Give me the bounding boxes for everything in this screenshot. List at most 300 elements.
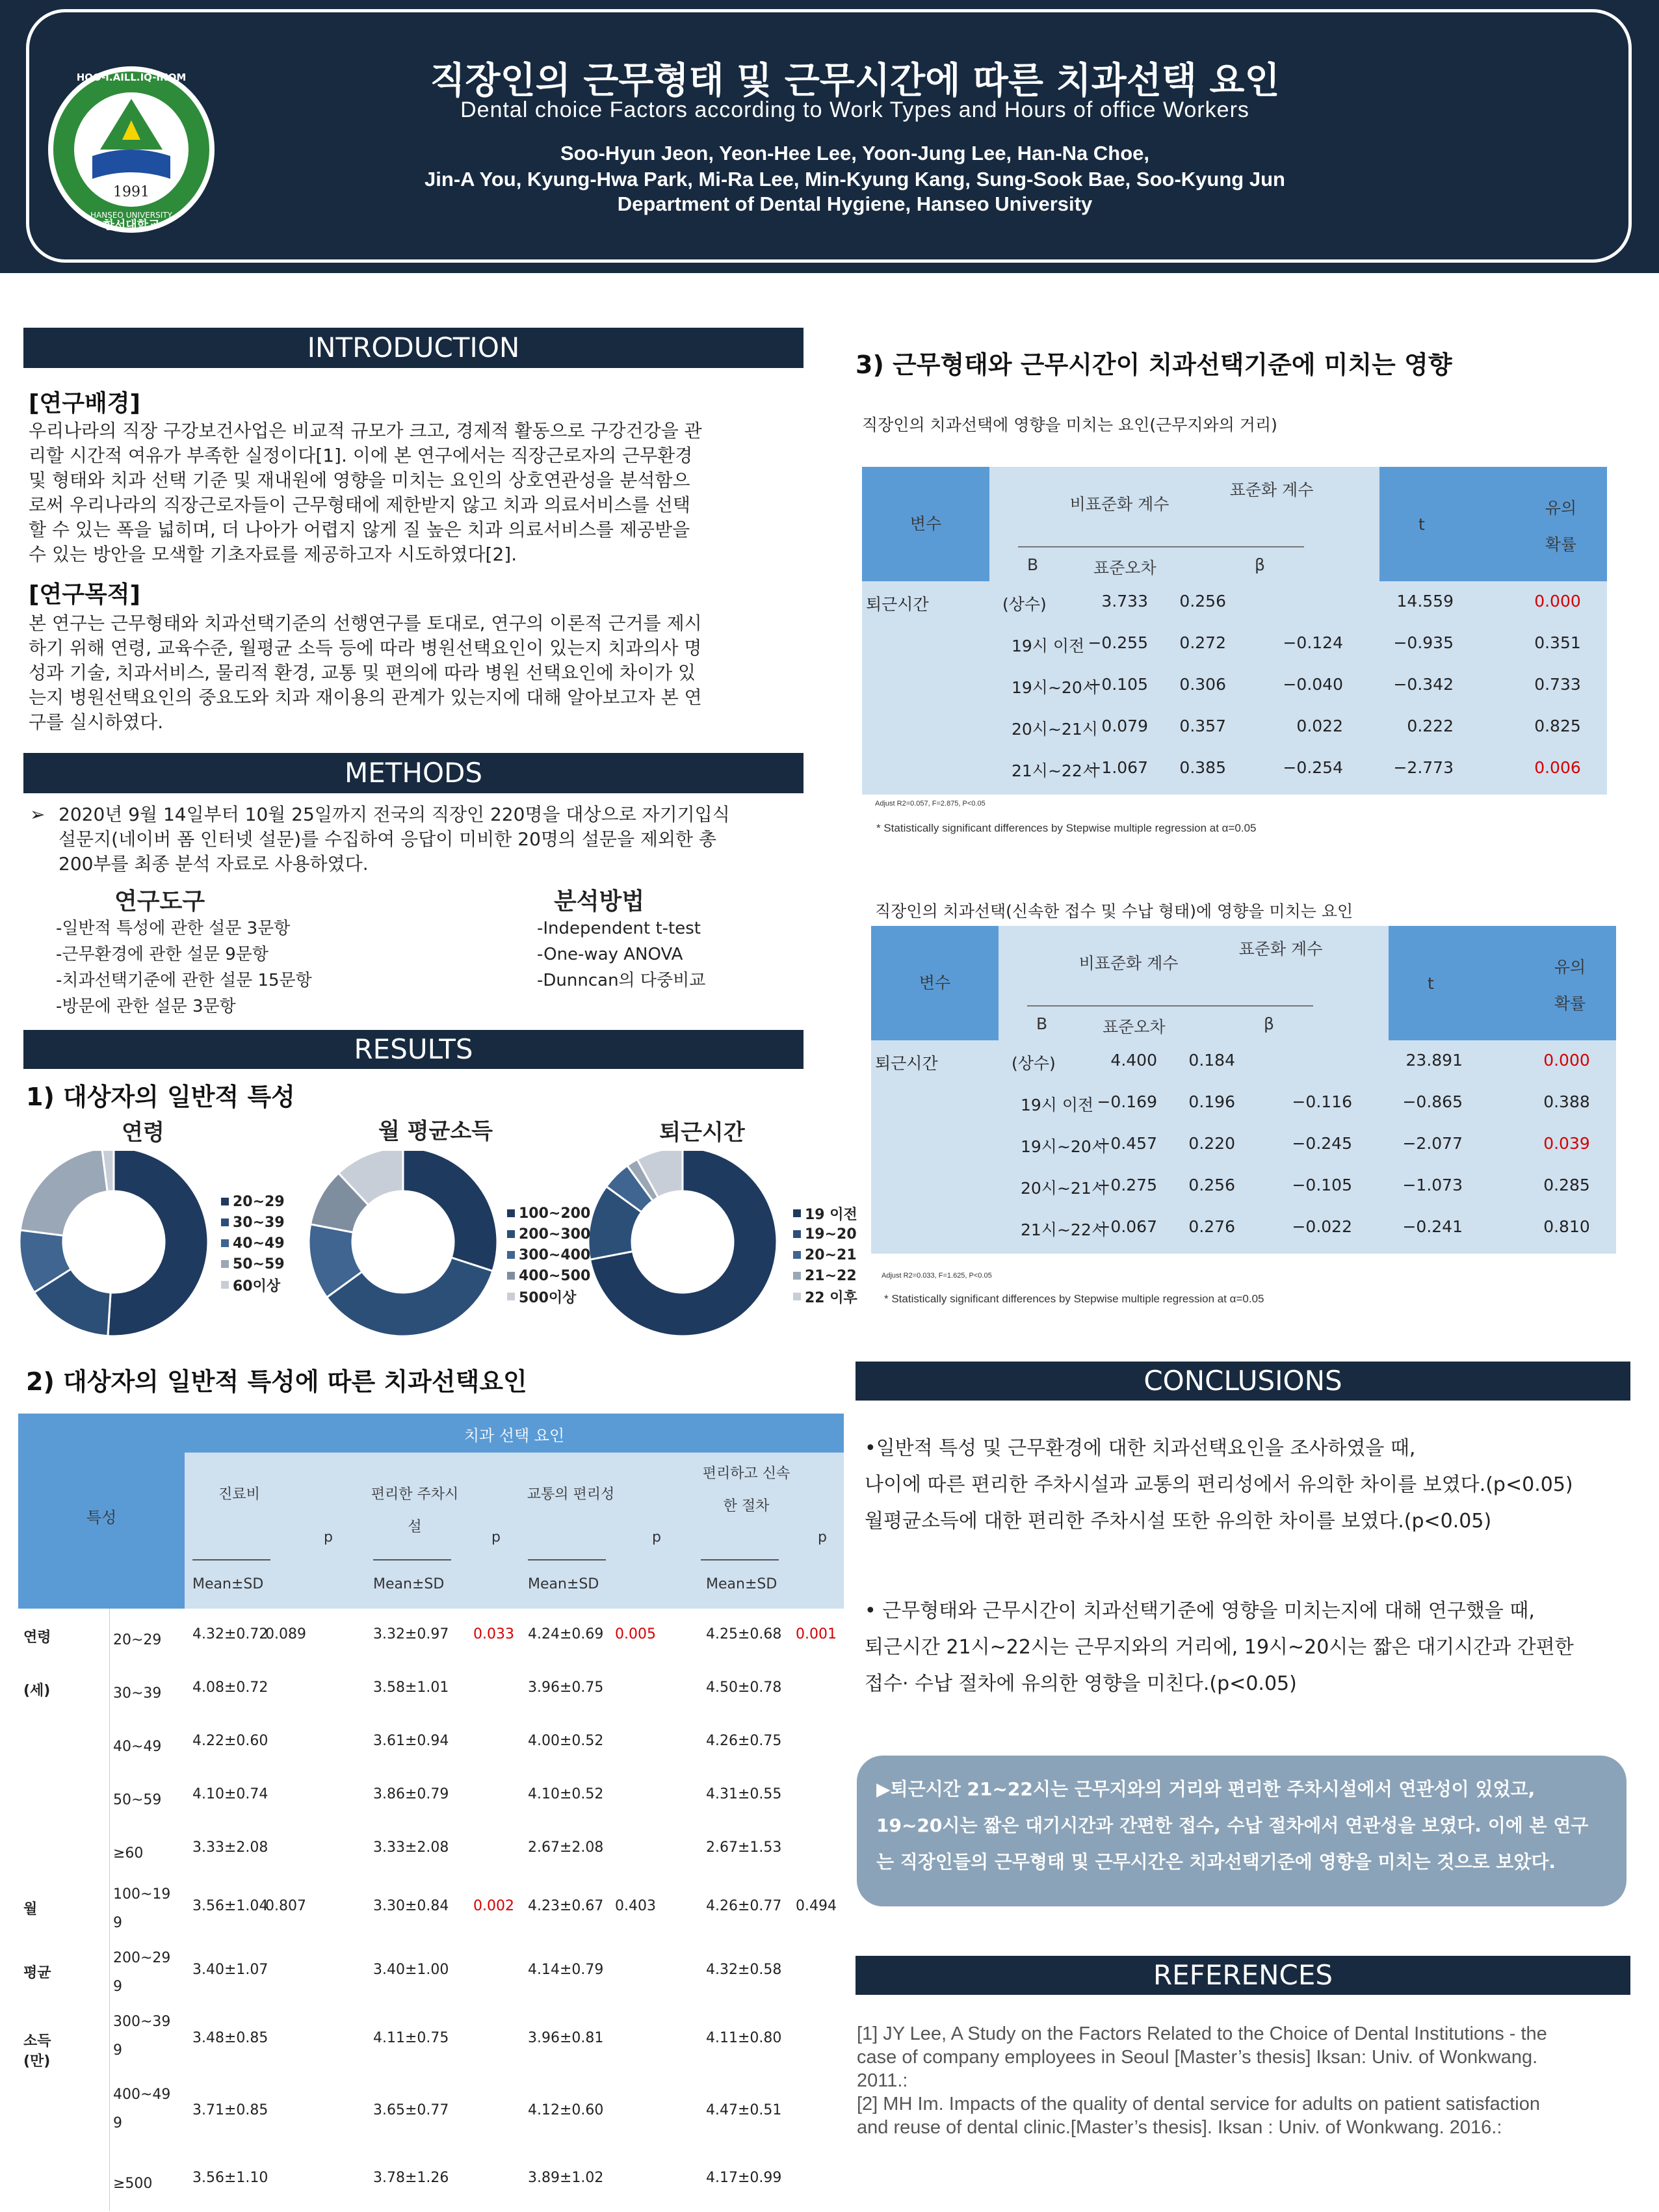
table-row-subgroup: 300~399 <box>113 2014 171 2059</box>
aim-text <box>29 611 796 735</box>
legend-label: 20~29 <box>233 1193 285 1210</box>
reg-cell: −2.077 <box>1402 1134 1463 1153</box>
legend-entry <box>793 1203 857 1224</box>
reg-cell: 0.357 <box>1179 717 1226 735</box>
table-cell-mean: 3.96±0.81 <box>528 2030 604 2046</box>
reg-row-group: 퇴근시간 <box>866 595 929 614</box>
reg-cell: 0.810 <box>1543 1217 1590 1236</box>
reg-cell: −0.105 <box>1292 1176 1352 1194</box>
reference-1 <box>857 2022 1547 2092</box>
reg-cell: 0.220 <box>1188 1134 1235 1153</box>
regression-2-note: Adjust R2=0.033, F=1.625, P<0.05 <box>882 1272 992 1280</box>
analysis-item-line: -One-way ANOVA <box>537 945 683 964</box>
legend-swatch <box>507 1272 515 1280</box>
reg-cell: 0.022 <box>1296 717 1343 735</box>
header-frame <box>26 9 1632 263</box>
reg-cell: −0.067 <box>1097 1217 1157 1236</box>
donut-slice-50~59 <box>20 1151 107 1235</box>
table-p-header: p <box>818 1529 827 1546</box>
table-row-subgroup: ≥500 <box>113 2176 153 2192</box>
regression-1-significance: * Statistically significant differences by Stepwise multiple regression at α=0.05 <box>876 822 1257 834</box>
reg-cell: 20시~21시 <box>1021 1179 1107 1198</box>
characteristics-table <box>18 1414 844 2212</box>
table-cell-mean: 3.48±0.85 <box>192 2030 268 2046</box>
legend-label: 19~20 <box>805 1226 857 1243</box>
legend-entry <box>793 1244 857 1265</box>
chart-2-title: 월 평균소득 <box>378 1118 493 1144</box>
reg-cell: −0.040 <box>1283 675 1343 694</box>
legend-swatch <box>793 1251 801 1259</box>
svg-text:HOO-I.AILL.IQ-INOM: HOO-I.AILL.IQ-INOM <box>76 72 187 83</box>
legend-swatch <box>507 1251 515 1259</box>
regression-1-note: Adjust R2=0.057, F=2.875, P<0.05 <box>875 800 986 808</box>
chart-1-title: 연령 <box>122 1120 164 1146</box>
poster-title-korean: 직장인의 근무형태 및 근무시간에 따른 치과선택 요인 <box>430 60 1280 102</box>
results-bar: RESULTS <box>23 1030 803 1069</box>
reg-cell: 0.196 <box>1188 1092 1235 1111</box>
reg-cell: 4.400 <box>1110 1051 1157 1070</box>
table-group-header: 치과 선택 요인 <box>464 1427 565 1445</box>
legend-swatch <box>221 1260 229 1268</box>
reg-header-unstd: 비표준화 계수 <box>1069 495 1169 514</box>
tools-list <box>56 915 312 1020</box>
conclusion-1-line: •일반적 특성 및 근무환경에 대한 치과선택요인을 조사하였을 때, <box>865 1437 1416 1460</box>
table-cell-p: 0.002 <box>473 1898 514 1914</box>
table-cell-mean: 4.11±0.80 <box>706 2030 782 2046</box>
reference-2-line: [2] MH Im. Impacts of the quality of dental service for adults on patient satisfaction <box>857 2094 1540 2114</box>
table-cell-p: 0.033 <box>473 1626 514 1642</box>
table-cell-p: 0.089 <box>265 1626 306 1642</box>
table-row-subgroup: 400~499 <box>113 2087 171 2131</box>
legend-swatch <box>507 1209 515 1217</box>
summary-box <box>857 1756 1626 1906</box>
table-cell-p: 0.807 <box>265 1898 306 1914</box>
reg-header-var: 변수 <box>909 514 942 533</box>
conclusion-2-line: 접수· 수납 절차에 유의한 영향을 미친다.(p<0.05) <box>865 1672 1297 1695</box>
legend-label: 200~300 <box>519 1226 591 1243</box>
table-cell-mean: 3.56±1.10 <box>192 2170 268 2186</box>
reg-cell: 0.276 <box>1188 1217 1235 1236</box>
legend-swatch <box>221 1198 229 1205</box>
background-text-line: 수 있는 방안을 모색할 기초자료를 제공하고자 시도하였다[2]. <box>29 544 517 565</box>
table-cell-mean: 4.22±0.60 <box>192 1733 268 1749</box>
reg-cell: 0.039 <box>1543 1134 1590 1153</box>
table-row-subgroup: 30~39 <box>113 1685 162 1702</box>
analysis-list <box>537 915 705 994</box>
reg-cell: −0.935 <box>1393 633 1454 652</box>
methods-text-line: 2020년 9월 14일부터 10월 25일까지 전국의 직장인 220명을 대상으로 자기기입식 <box>59 804 730 825</box>
reg-cell: 14.559 <box>1396 592 1454 611</box>
tools-heading: 연구도구 <box>114 888 205 915</box>
reg-cell: 0.385 <box>1179 758 1226 777</box>
table-cell-mean: 4.08±0.72 <box>192 1679 268 1696</box>
reg-header-rule <box>1027 1005 1313 1007</box>
svg-text:한서대학교: 한서대학교 <box>103 218 160 232</box>
table-p-header: p <box>324 1529 333 1546</box>
background-heading: [연구배경] <box>29 390 141 417</box>
reg-cell: 0.256 <box>1179 592 1226 611</box>
poster-title-english: Dental choice Factors according to Work Types and Hours of office Workers <box>460 98 1249 122</box>
reg-header-var: 변수 <box>919 973 951 992</box>
reg-cell: 0.733 <box>1534 675 1581 694</box>
legend-entry <box>221 1233 285 1254</box>
reg-header-b: B <box>1027 555 1039 574</box>
aim-text-line: 는지 병원선택요인의 중요도와 치과 재이용의 관계가 있는지에 대해 알아보고자 본 연 <box>29 687 702 708</box>
table-cell-mean: 4.26±0.77 <box>706 1898 782 1914</box>
table-cell-mean: 4.00±0.52 <box>528 1733 604 1749</box>
reg-header-sig: 유의확률 <box>1554 958 1586 1013</box>
regression-1-caption: 직장인의 치과선택에 영향을 미치는 요인(근무지와의 거리) <box>862 415 1277 434</box>
table-p-header: p <box>491 1529 501 1546</box>
table-feature-header: 특성 <box>86 1508 117 1527</box>
reg-cell: 20시~21시 <box>1012 720 1098 739</box>
donut-slice-20~29 <box>108 1151 208 1336</box>
table-cell-mean: 3.30±0.84 <box>373 1898 449 1914</box>
legend-age <box>221 1191 285 1295</box>
reg-cell: 19시~20시 <box>1012 678 1098 697</box>
table-cell-mean: 3.33±2.08 <box>192 1839 268 1856</box>
reg-cell: 23.891 <box>1405 1051 1463 1070</box>
summary-box-line: 19~20시는 짧은 대기시간과 간편한 접수, 수납 절차에서 연관성을 보였다. 이에 본 연구 <box>876 1815 1589 1836</box>
reg-cell: −0.105 <box>1088 675 1148 694</box>
table-row <box>18 1769 844 1822</box>
legend-swatch <box>221 1218 229 1226</box>
table-header-rule <box>701 1559 779 1560</box>
tools-item-line: -방문에 관한 설문 3문항 <box>56 997 236 1016</box>
reg-header-sig: 유의확률 <box>1545 499 1577 554</box>
analysis-heading: 분석방법 <box>554 888 645 915</box>
department: Department of Dental Hygiene, Hanseo University <box>617 192 1093 215</box>
conclusion-1-line: 나이에 따른 편리한 주차시설과 교통의 편리성에서 유의한 차이를 보였다.(p<0.05) <box>865 1473 1573 1496</box>
reg-cell: 0.825 <box>1534 717 1581 735</box>
table-cell-mean: 4.32±0.72 <box>192 1626 268 1642</box>
table-row <box>18 2147 844 2211</box>
table-row-subgroup: 20~29 <box>113 1632 162 1648</box>
university-logo-icon <box>46 59 218 241</box>
table-cell-mean: 4.32±0.58 <box>706 1962 782 1978</box>
legend-entry <box>507 1244 590 1265</box>
reg-cell: 0.006 <box>1534 758 1581 777</box>
summary-box-line: ▶퇴근시간 21~22시는 근무지와의 거리와 편리한 주차시설에서 연관성이 있었고, <box>876 1778 1535 1800</box>
results-section-3-heading: 3) 근무형태와 근무시간이 치과선택기준에 미치는 영향 <box>856 350 1452 379</box>
legend-swatch <box>793 1293 801 1300</box>
legend-leave-time <box>793 1203 857 1307</box>
background-text-line: 우리나라의 직장 구강보건사업은 비교적 규모가 크고, 경제적 활동으로 구강건강을 관 <box>29 420 702 441</box>
legend-swatch <box>507 1293 515 1300</box>
analysis-item-line: -Dunncan의 다중비교 <box>537 971 706 990</box>
reg-cell: 0.184 <box>1188 1051 1235 1070</box>
results-section-1-heading: 1) 대상자의 일반적 특성 <box>26 1083 295 1111</box>
reg-cell: −0.865 <box>1402 1092 1463 1111</box>
table-cell-mean: 3.96±0.75 <box>528 1679 604 1696</box>
reg-cell: −1.073 <box>1402 1176 1463 1194</box>
donut-chart-income <box>296 1151 523 1352</box>
legend-label: 22 이후 <box>805 1289 857 1306</box>
table-header-rule <box>528 1559 606 1560</box>
legend-swatch <box>793 1209 801 1217</box>
reference-1-line: [1] JY Lee, A Study on the Factors Related to the Choice of Dental Institutions - the <box>857 2023 1547 2044</box>
table-header-rule <box>192 1559 270 1560</box>
tools-item-line: -일반적 특성에 관한 설문 3문항 <box>56 919 291 938</box>
reg-cell: 21시~22시 <box>1012 761 1098 780</box>
reg-cell: −0.342 <box>1393 675 1454 694</box>
regression-table-2 <box>871 926 1616 1264</box>
svg-text:HANSEO UNIVERSITY: HANSEO UNIVERSITY <box>90 211 172 220</box>
table-row-group: (세) <box>23 1683 51 1699</box>
table-column-4: 편리하고 신속한 절차 <box>702 1466 790 1514</box>
methods-text-line: 200부를 최종 분석 자료로 사용하였다. <box>59 853 369 875</box>
aim-text-line: 본 연구는 근무형태와 치과선택기준의 선행연구를 토대로, 연구의 이론적 근거를 제시 <box>29 612 702 634</box>
table-cell-mean: 4.23±0.67 <box>528 1898 604 1914</box>
table-cell-mean: 3.40±1.00 <box>373 1962 449 1978</box>
table-cell-mean: 3.71±0.85 <box>192 2102 268 2118</box>
table-divider <box>109 1609 110 2211</box>
table-cell-mean: 3.89±1.02 <box>528 2170 604 2186</box>
reg-header-beta: β <box>1255 555 1265 574</box>
background-text-line: 리할 시간적 여유가 부족한 실정이다[1]. 이에 본 연구에서는 직장근로자의 근무환경 <box>29 445 693 466</box>
reg-header-std: 표준화 계수 <box>1229 481 1314 499</box>
legend-swatch <box>507 1230 515 1238</box>
legend-income <box>507 1203 590 1307</box>
reg-cell: −0.124 <box>1283 633 1343 652</box>
reg-cell: −0.245 <box>1292 1134 1352 1153</box>
background-text-line: 할 수 있는 폭을 넓히며, 더 나아가 어렵지 않게 질 높은 치과 의료서비스를 제공받을 <box>29 519 690 540</box>
reference-1-line: case of company employees in Seoul [Master’s thesis] Iksan: Univ. of Wonkwang. <box>857 2047 1538 2068</box>
summary-box-line: 는 직장인들의 근무형태 및 근무시간은 치과선택기준에 영향을 미치는 것으로 보았다. <box>876 1851 1556 1873</box>
reference-2-line: and reuse of dental clinic.[Master’s thesis]. Iksan : Univ. of Wonkwang. 2016.: <box>857 2117 1502 2138</box>
donut-slice-100~200 <box>403 1151 497 1271</box>
table-cell-mean: 4.50±0.78 <box>706 1679 782 1696</box>
table-cell-mean: 4.26±0.75 <box>706 1733 782 1749</box>
legend-entry <box>507 1265 590 1286</box>
aim-text-line: 구를 실시하였다. <box>29 711 164 733</box>
reg-header-se: 표준오차 <box>1103 1018 1166 1036</box>
table-cell-mean: 4.10±0.52 <box>528 1786 604 1802</box>
table-row <box>18 2075 844 2147</box>
legend-entry <box>221 1254 285 1274</box>
table-cell-mean: 3.61±0.94 <box>373 1733 449 1749</box>
authors-line-1: Soo-Hyun Jeon, Yeon-Hee Lee, Yoon-Jung Lee, Han-Na Choe, <box>560 142 1150 165</box>
reg-cell: 0.000 <box>1543 1051 1590 1070</box>
table-row-subgroup: 100~199 <box>113 1886 171 1931</box>
reg-header-unstd: 비표준화 계수 <box>1078 954 1179 973</box>
table-row <box>18 1875 844 1939</box>
reg-cell: 21시~22시 <box>1021 1220 1107 1239</box>
legend-swatch <box>793 1272 801 1280</box>
table-column-1: 진료비 <box>218 1486 260 1503</box>
legend-label: 50~59 <box>233 1256 285 1272</box>
legend-label: 400~500 <box>519 1267 591 1284</box>
conclusion-paragraph-1 <box>865 1430 1573 1540</box>
reference-2 <box>857 2092 1540 2139</box>
legend-swatch <box>221 1239 229 1247</box>
reg-cell: 0.222 <box>1407 717 1454 735</box>
background-text-line: 및 형태와 치과 선택 기준 및 재내원에 영향을 미치는 요인의 상호연관성을 분석함으 <box>29 469 690 491</box>
legend-label: 300~400 <box>519 1246 591 1263</box>
table-cell-mean: 4.14±0.79 <box>528 1962 604 1978</box>
introduction-bar: INTRODUCTION <box>23 328 803 368</box>
legend-label: 30~39 <box>233 1214 285 1231</box>
reg-cell: 19시 이전 <box>1021 1096 1094 1114</box>
reg-cell: (상수) <box>1002 595 1047 614</box>
legend-label: 500이상 <box>519 1289 577 1306</box>
table-cell-p: 0.403 <box>615 1898 656 1914</box>
header-banner <box>0 0 1659 273</box>
legend-label: 21~22 <box>805 1267 857 1284</box>
legend-label: 100~200 <box>519 1205 591 1222</box>
table-row-group: 평균 <box>23 1965 51 1981</box>
table-p-header: p <box>652 1529 661 1546</box>
table-cell-mean: 3.32±0.97 <box>373 1626 449 1642</box>
reg-body-bg <box>862 581 1607 795</box>
tools-item-line: -근무환경에 관한 설문 9문항 <box>56 945 268 964</box>
table-row-subgroup: ≥60 <box>113 1845 144 1862</box>
table-cell-p: 0.001 <box>796 1626 837 1642</box>
reg-header-t: t <box>1428 974 1434 993</box>
reg-cell: −0.169 <box>1097 1092 1157 1111</box>
table-row <box>18 1822 844 1875</box>
legend-label: 60이상 <box>233 1278 281 1295</box>
table-row <box>18 2003 844 2075</box>
methods-bar: METHODS <box>23 753 803 793</box>
background-text-line: 로써 우리나라의 직장근로자들이 근무형태에 제한받지 않고 치과 의료서비스를 선택 <box>29 494 690 516</box>
reg-cell: 19시~20시 <box>1021 1137 1107 1156</box>
regression-2-caption: 직장인의 치과선택(신속한 접수 및 수납 형태)에 영향을 미치는 요인 <box>875 902 1353 921</box>
table-cell-mean: 3.58±1.01 <box>373 1679 449 1696</box>
table-cell-mean: 3.33±2.08 <box>373 1839 449 1856</box>
table-cell-mean: 4.12±0.60 <box>528 2102 604 2118</box>
table-cell-mean: 4.25±0.68 <box>706 1626 782 1642</box>
reference-1-line: 2011.: <box>857 2070 908 2091</box>
legend-entry <box>221 1212 285 1233</box>
methods-text <box>59 802 800 876</box>
donut-chart-leave-time <box>585 1151 800 1352</box>
table-cell-p: 0.005 <box>615 1626 656 1642</box>
table-cell-mean: 4.11±0.75 <box>373 2030 449 2046</box>
legend-label: 40~49 <box>233 1235 285 1252</box>
reg-cell: −0.457 <box>1097 1134 1157 1153</box>
table-cell-mean: 3.56±1.04 <box>192 1898 268 1914</box>
table-cell-mean: 4.10±0.74 <box>192 1786 268 1802</box>
table-column-2: 편리한 주차시설 <box>371 1486 459 1535</box>
table-cell-mean: 4.24±0.69 <box>528 1626 604 1642</box>
table-cell-mean: 4.17±0.99 <box>706 2170 782 2186</box>
conclusion-paragraph-2 <box>865 1593 1574 1702</box>
reg-header-b: B <box>1036 1014 1048 1033</box>
table-cell-mean: 2.67±1.53 <box>706 1839 782 1856</box>
reg-header-inner <box>999 926 1389 1040</box>
table-row-subgroup: 200~299 <box>113 1950 171 1995</box>
authors-line-2: Jin-A You, Kyung-Hwa Park, Mi-Ra Lee, Min-Kyung Kang, Sung-Sook Bae, Soo-Kyung Jun <box>425 168 1285 191</box>
results-section-2-heading: 2) 대상자의 일반적 특성에 따른 치과선택요인 <box>26 1367 527 1396</box>
table-mean-sd-header: Mean±SD <box>528 1576 599 1592</box>
table-row-group: 연령 <box>23 1629 51 1646</box>
methods-text-line: 설문지(네이버 폼 인터넷 설문)를 수집하여 응답이 미비한 20명의 설문을 제외한 총 <box>59 828 717 850</box>
legend-entry <box>507 1224 590 1244</box>
legend-entry <box>793 1265 857 1286</box>
table-cell-mean: 2.67±2.08 <box>528 1839 604 1856</box>
legend-entry <box>507 1286 590 1307</box>
table-mean-sd-header: Mean±SD <box>706 1576 777 1592</box>
regression-table-1 <box>862 467 1607 795</box>
table-mean-sd-header: Mean±SD <box>373 1576 445 1592</box>
table-cell-mean: 4.47±0.51 <box>706 2102 782 2118</box>
legend-entry <box>793 1224 857 1244</box>
reg-header-inner <box>989 467 1379 581</box>
conclusion-1-line: 월평균소득에 대한 편리한 주차시설 또한 유의한 차이를 보였다.(p<0.05) <box>865 1510 1492 1533</box>
table-header-rule <box>373 1559 451 1560</box>
reg-header-rule <box>1018 546 1304 547</box>
table-cell-mean: 3.78±1.26 <box>373 2170 449 2186</box>
reg-cell: 0.285 <box>1543 1176 1590 1194</box>
conclusions-bar: CONCLUSIONS <box>856 1362 1630 1401</box>
reg-cell: 0.388 <box>1543 1092 1590 1111</box>
reg-cell: −0.255 <box>1088 633 1148 652</box>
reg-header-beta: β <box>1264 1014 1274 1033</box>
reg-cell: 0.256 <box>1188 1176 1235 1194</box>
reg-cell: (상수) <box>1012 1054 1056 1073</box>
table-row-subgroup: 40~49 <box>113 1739 162 1755</box>
table-cell-mean: 3.65±0.77 <box>373 2102 449 2118</box>
reg-body-bg <box>871 1040 1616 1254</box>
aim-text-line: 성과 기술, 치과서비스, 물리적 환경, 교통 및 편의에 따라 병원 선택요인에 차이가 있 <box>29 662 696 683</box>
legend-swatch <box>221 1281 229 1289</box>
reg-cell: 0.351 <box>1534 633 1581 652</box>
reg-cell: −1.067 <box>1088 758 1148 777</box>
legend-entry <box>221 1274 285 1295</box>
table-row-group: 월 <box>23 1901 38 1917</box>
reg-header-t: t <box>1418 515 1425 534</box>
reg-row-group: 퇴근시간 <box>875 1054 938 1073</box>
table-row-subgroup: 50~59 <box>113 1792 162 1808</box>
reg-cell: −2.773 <box>1393 758 1454 777</box>
table-column-3: 교통의 편리성 <box>527 1486 615 1503</box>
table-cell-p: 0.494 <box>796 1898 837 1914</box>
table-cell-mean: 3.40±1.07 <box>192 1962 268 1978</box>
aim-heading: [연구목적] <box>29 581 141 608</box>
reg-cell: 0.079 <box>1101 717 1148 735</box>
table-cell-mean: 3.86±0.79 <box>373 1786 449 1802</box>
table-row <box>18 1609 844 1662</box>
conclusion-2-line: • 근무형태와 근무시간이 치과선택기준에 영향을 미치는지에 대해 연구했을 때, <box>865 1600 1535 1622</box>
chart-3-title: 퇴근시간 <box>659 1120 745 1146</box>
aim-text-line: 하기 위해 연령, 교육수준, 월평균 소득 등에 따라 병원선택요인이 있는지 치과의사 명 <box>29 637 702 659</box>
svg-text:1991: 1991 <box>113 184 150 200</box>
legend-entry <box>507 1203 590 1224</box>
analysis-item-line: -Independent t-test <box>537 919 701 938</box>
reg-cell: 19시 이전 <box>1012 637 1085 655</box>
table-row <box>18 1662 844 1715</box>
regression-2-significance: * Statistically significant differences by Stepwise multiple regression at α=0.05 <box>884 1293 1264 1305</box>
reg-cell: −0.116 <box>1292 1092 1352 1111</box>
reg-cell: −0.241 <box>1402 1217 1463 1236</box>
methods-bullet: ➢ <box>30 804 46 825</box>
reg-cell: −0.254 <box>1283 758 1343 777</box>
reg-cell: −0.275 <box>1097 1176 1157 1194</box>
reg-cell: 3.733 <box>1101 592 1148 611</box>
reg-cell: 0.000 <box>1534 592 1581 611</box>
reg-cell: 0.272 <box>1179 633 1226 652</box>
table-row <box>18 1715 844 1769</box>
background-text <box>29 419 796 567</box>
donut-chart-age <box>7 1151 234 1352</box>
conclusion-2-line: 퇴근시간 21시~22시는 근무지와의 거리에, 19시~20시는 짧은 대기시간과 간편한 <box>865 1636 1574 1659</box>
reg-cell: 0.306 <box>1179 675 1226 694</box>
references-bar: REFERENCES <box>856 1956 1630 1995</box>
reg-header-std: 표준화 계수 <box>1238 940 1323 958</box>
tools-item-line: -치과선택기준에 관한 설문 15문항 <box>56 971 312 990</box>
table-row-group: 소득 (만) <box>23 2033 51 2070</box>
